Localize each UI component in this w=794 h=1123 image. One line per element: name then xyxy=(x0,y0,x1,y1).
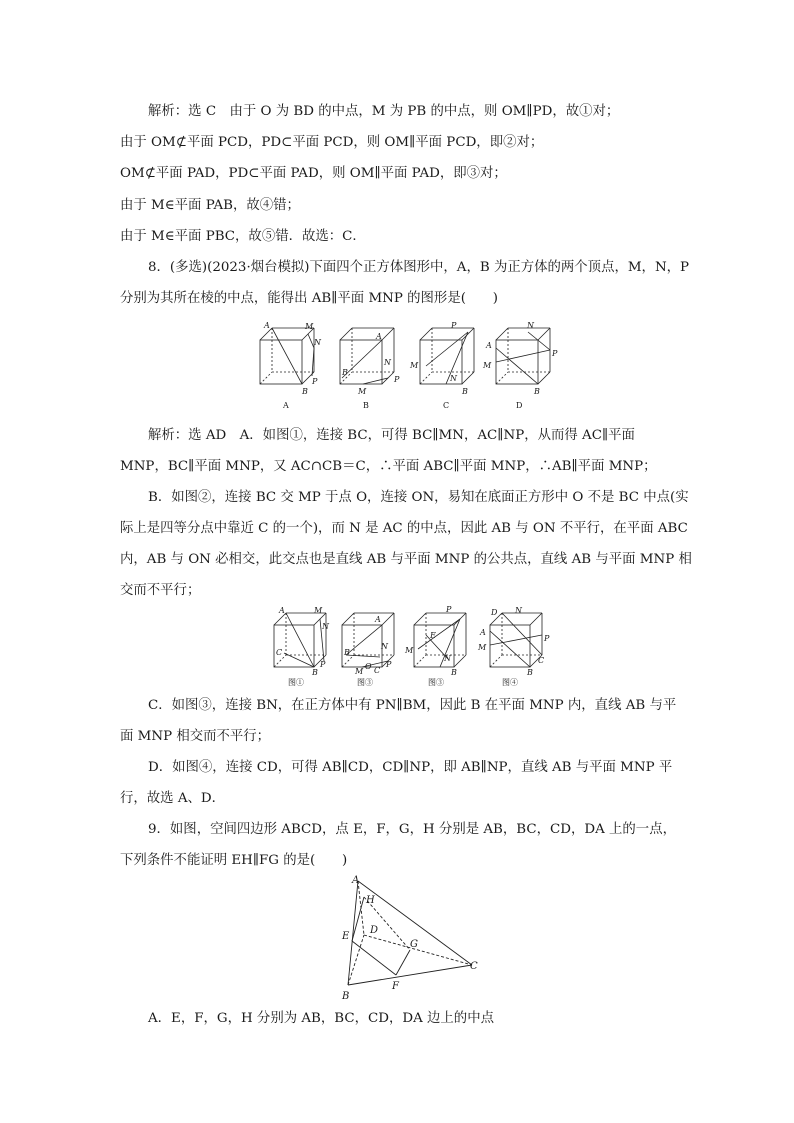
text-line-4: 由于 M∈平面 PAB，故④错； xyxy=(120,198,300,213)
label: P xyxy=(320,660,326,669)
cube-d xyxy=(496,328,550,384)
label: N xyxy=(527,321,534,330)
label: P xyxy=(386,660,392,669)
answer-8-line-7: C．如图③，连接 BN，在正方体中有 PN∥BM，因此 B 在平面 MNP 内，直线 AB 与平 xyxy=(148,698,677,713)
solution-cube-3 xyxy=(414,613,466,667)
label: P xyxy=(544,634,550,643)
label: B xyxy=(312,668,318,677)
text-line-5: 由于 M∈平面 PBC，故⑤错．故选：C． xyxy=(120,229,366,244)
label: A xyxy=(486,341,492,350)
answer-8-line-6: 交而不平行； xyxy=(120,583,201,598)
vertex-label: H xyxy=(366,895,375,906)
label: B xyxy=(302,387,308,396)
label: N xyxy=(450,374,457,383)
label: N xyxy=(515,606,522,615)
label: B xyxy=(451,668,457,677)
label: M xyxy=(483,361,492,370)
label: D xyxy=(491,608,498,617)
label: M xyxy=(314,606,323,615)
figure-caption: 图③ xyxy=(357,678,373,687)
vertex-label: A xyxy=(352,875,360,886)
label: A xyxy=(279,606,285,615)
answer-8-line-9: D．如图④，连接 CD，可得 AB∥CD，CD∥NP，即 AB∥NP，直线 AB 与平面 MNP 平 xyxy=(148,760,673,775)
q8-figures xyxy=(250,318,570,416)
question-8-line-1: 8．(多选)(2023·烟台模拟)下面四个正方体图形中，A，B 为正方体的两个顶点，M，N，P xyxy=(148,260,690,275)
label: M xyxy=(355,667,364,676)
vertex-label: D xyxy=(370,925,379,936)
vertex-label: E xyxy=(342,931,350,942)
label: N xyxy=(381,642,388,651)
vertex-label: G xyxy=(410,939,418,950)
label: B xyxy=(527,668,533,677)
label: C xyxy=(374,666,381,675)
solution-cube-1 xyxy=(274,613,326,667)
figure-caption: B xyxy=(363,401,369,410)
label: N xyxy=(444,654,451,663)
text-line-2: 由于 OM⊄平面 PCD，PD⊂平面 PCD，则 OM∥平面 PCD，即②对； xyxy=(120,135,544,150)
cube-a xyxy=(260,328,314,384)
question-9-line-1: 9．如图，空间四边形 ABCD，点 E，F，G，H 分别是 AB，BC，CD，DA 上的一点， xyxy=(148,822,676,837)
question-8-line-2: 分别为其所在棱的中点，能得出 AB∥平面 MNP 的图形是( ) xyxy=(120,291,498,306)
label: M xyxy=(358,387,367,396)
figure-caption: C xyxy=(443,401,450,410)
label: N xyxy=(314,338,321,347)
label: B xyxy=(534,387,540,396)
label: M xyxy=(410,361,419,370)
label: O xyxy=(365,662,372,671)
figure-caption: 图③ xyxy=(428,678,444,687)
question-9-line-2: 下列条件不能证明 EH∥FG 的是( ) xyxy=(120,853,348,868)
label: P xyxy=(312,377,318,386)
answer-8-line-4: 际上是四等分点中靠近 C 的一个)，而 N 是 AC 的中点，因此 AB 与 ON 不平行，在平面 ABC xyxy=(120,521,688,536)
label: M xyxy=(405,646,414,655)
vertex-label: F xyxy=(392,981,399,992)
label: B xyxy=(342,368,348,377)
label: P xyxy=(451,321,457,330)
vertex-label: B xyxy=(342,991,350,1002)
answer-8-line-8: 面 MNP 相交而不平行； xyxy=(120,729,271,744)
q8-solution-figures xyxy=(262,605,562,690)
label: A xyxy=(376,332,382,341)
answer-8-line-10: 行，故选 A、D． xyxy=(120,791,226,806)
label: N xyxy=(322,622,329,631)
figure-caption: 图④ xyxy=(502,678,518,687)
label: N xyxy=(384,358,391,367)
label: A xyxy=(480,628,486,637)
answer-8-line-1: 解析：选 AD A．如图①，连接 BC，可得 BC∥MN，AC∥NP，从而得 AC∥平面 xyxy=(148,428,635,443)
label: P xyxy=(446,605,452,614)
text-line-1: 解析：选 C 由于 O 为 BD 的中点，M 为 PB 的中点，则 OM∥PD，故①对； xyxy=(148,104,620,119)
vertex-label: C xyxy=(470,961,478,972)
figure-caption: D xyxy=(516,401,523,410)
label: B xyxy=(462,387,468,396)
answer-8-line-2: MNP，BC∥平面 MNP，又 AC∩CB＝C，∴平面 ABC∥平面 MNP，∴AB∥平面 MNP； xyxy=(120,459,657,474)
answer-8-line-5: 内，AB 与 ON 必相交，此交点也是直线 AB 与平面 MNP 的公共点，直线 AB 与平面 MNP 相 xyxy=(120,552,692,567)
label: M xyxy=(305,322,314,331)
solution-cube-4 xyxy=(490,613,545,667)
label: M xyxy=(478,643,487,652)
label: C xyxy=(538,656,545,665)
label: A xyxy=(375,615,381,624)
label: B xyxy=(344,648,350,657)
label: P xyxy=(552,349,558,358)
figure-caption: A xyxy=(283,401,289,410)
solution-cube-2 xyxy=(342,613,394,667)
answer-8-line-3: B．如图②，连接 BC 交 MP 于点 O，连接 ON，易知在底面正方形中 O 不是 BC 中点(实 xyxy=(148,490,689,505)
question-9-option-a: A．E，F，G，H 分别为 AB，BC，CD，DA 边上的中点 xyxy=(148,1011,494,1026)
cube-c xyxy=(420,328,474,384)
label: A xyxy=(264,321,270,330)
text-line-3: OM⊄平面 PAD，PD⊂平面 PAD，则 OM∥平面 PAD，即③对； xyxy=(120,166,507,181)
cube-b xyxy=(340,328,394,384)
label: P xyxy=(394,375,400,384)
label: C xyxy=(276,648,283,657)
label: E xyxy=(430,631,436,640)
q9-figure xyxy=(330,873,490,1003)
figure-caption: 图① xyxy=(288,678,304,687)
